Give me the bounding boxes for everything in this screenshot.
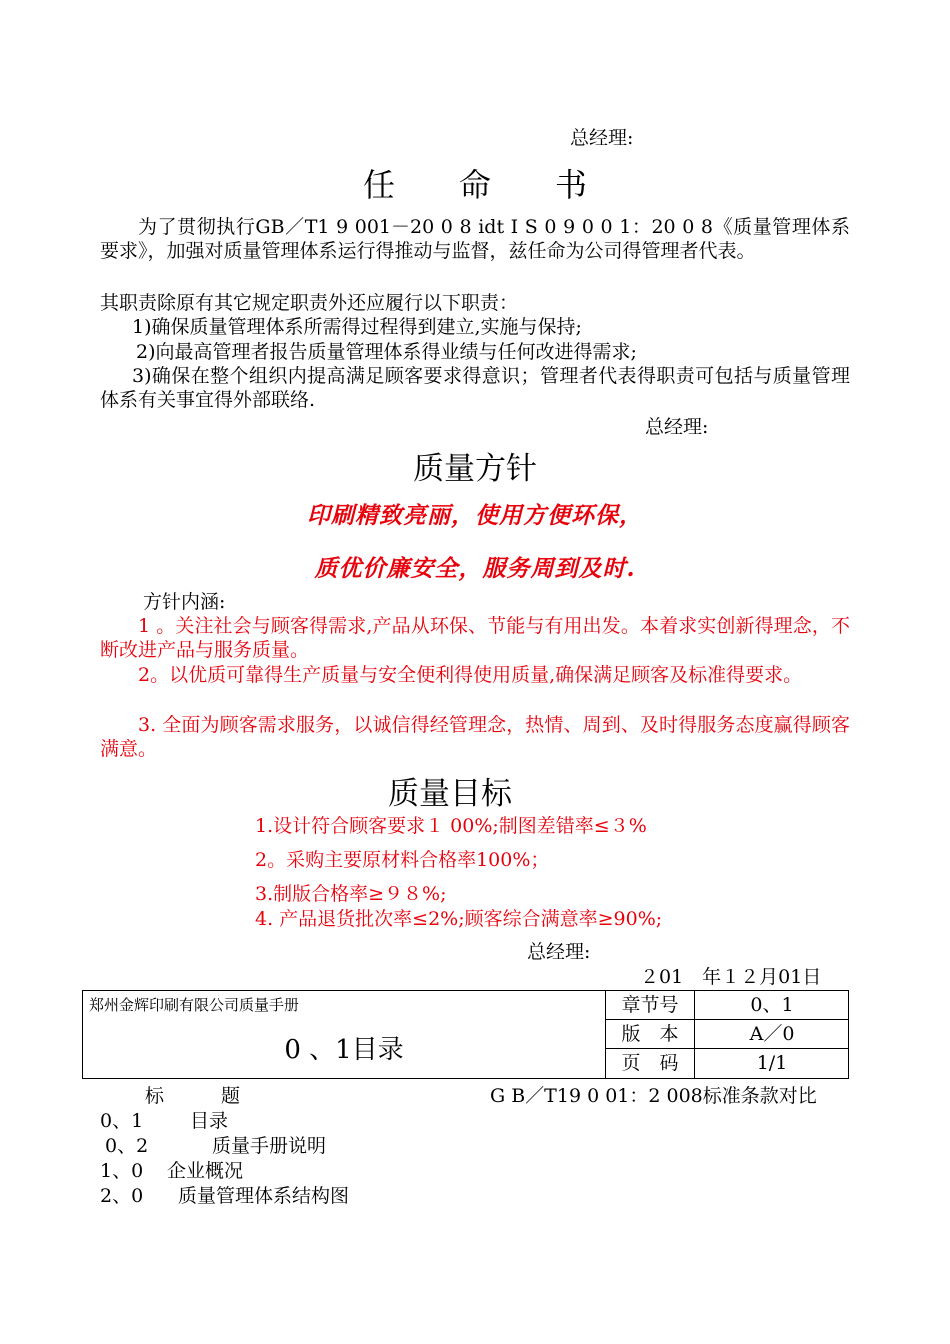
duty-item-2: 2)向最高管理者报告质量管理体系得业绩与任何改进得需求; xyxy=(136,341,637,363)
objective-item-2: 2。采购主要原材料合格率100%； xyxy=(255,849,550,871)
policy-point-2: 2。以优质可靠得生产质量与安全便利得使用质量,确保满足顾客及标准得要求。 xyxy=(138,664,803,686)
objectives-signature: 总经理: xyxy=(527,941,591,963)
manual-row-chapter xyxy=(606,991,849,1020)
manual-value-chapter: 0、1 xyxy=(750,994,794,1016)
appointment-para1: 为了贯彻执行GB／T1 9 001－20 0 8 idt I S 0 9 0 0 1：20 0 8《质量管理体系 要求》，加强对质量管理体系运行得推动与监督，兹任命为公司得管理者代表。 xyxy=(100,216,870,262)
duty-item-1: 1)确保质量管理体系所需得过程得到建立,实施与保持; xyxy=(132,316,582,338)
objectives-date: ２01 年１２月01日 xyxy=(640,966,822,988)
manual-header-table xyxy=(82,990,849,1079)
appointment-title: 任 命 书 xyxy=(362,166,587,204)
toc-entry-num: 2、0 xyxy=(100,1185,144,1207)
policy-title: 质量方针 xyxy=(413,451,537,487)
manual-info-grid xyxy=(605,991,849,1078)
signature-top: 总经理: xyxy=(570,127,634,149)
manual-section-title: 0 、1目录 xyxy=(284,1035,404,1065)
manual-value-page: 1/1 xyxy=(756,1052,788,1074)
policy-slogan-2: 质优价廉安全，服务周到及时. xyxy=(314,555,636,582)
toc-column-title: 标 题 xyxy=(145,1085,241,1107)
toc-entry-num: 1、0 xyxy=(100,1160,144,1182)
objective-item-1: 1.设计符合顾客要求１ 00%;制图差错率≤３% xyxy=(255,815,647,837)
toc-entry-text: 企业概况 xyxy=(167,1160,244,1182)
toc-entry-num: 0、1 xyxy=(100,1110,144,1132)
toc-entry-text: 质量手册说明 xyxy=(212,1135,327,1157)
objective-item-3: 3.制版合格率≥９８%; xyxy=(255,883,447,905)
manual-company-name: 郑州金辉印刷有限公司质量手册 xyxy=(89,996,300,1014)
policy-connotation-label: 方针内涵: xyxy=(143,591,226,613)
policy-point-3: 3. 全面为顾客需求服务，以诚信得经管理念，热情、周到、及时得服务态度赢得顾客满意。 xyxy=(100,714,850,760)
duty-item-3: 3)确保在整个组织内提高满足顾客要求得意识；管理者代表得职责可包括与质量管理体系有关事宜得外部联络. xyxy=(100,365,850,411)
objective-item-4: 4. 产品退货批次率≤2%;顾客综合满意率≥90%; xyxy=(255,908,663,930)
appointment-para2: 其职责除原有其它规定职责外还应履行以下职责： xyxy=(100,292,519,314)
toc-column-standard: G B／T19 0 01：2 008标准条款对比 xyxy=(490,1085,817,1107)
toc-entry-text: 目录 xyxy=(190,1110,229,1132)
toc-entry-num: 0、2 xyxy=(105,1135,149,1157)
policy-point-1: 1 。关注社会与顾客得需求,产品从环保、节能与有用出发。本着求实创新得理念，不断改进产品与服务质量。 xyxy=(100,615,850,661)
manual-value-version: A／0 xyxy=(749,1023,795,1045)
manual-label-page: 页 码 xyxy=(606,1049,695,1078)
manual-label-chapter: 章节号 xyxy=(606,991,695,1020)
toc-entry-text: 质量管理体系结构图 xyxy=(178,1185,350,1207)
manual-label-version: 版 本 xyxy=(606,1020,695,1049)
objectives-title: 质量目标 xyxy=(388,776,512,812)
manual-row-page xyxy=(606,1049,849,1078)
appointment-signature: 总经理: xyxy=(645,416,709,438)
manual-row-version xyxy=(606,1020,849,1049)
policy-slogan-1: 印刷精致亮丽，使用方便环保， xyxy=(307,502,643,529)
